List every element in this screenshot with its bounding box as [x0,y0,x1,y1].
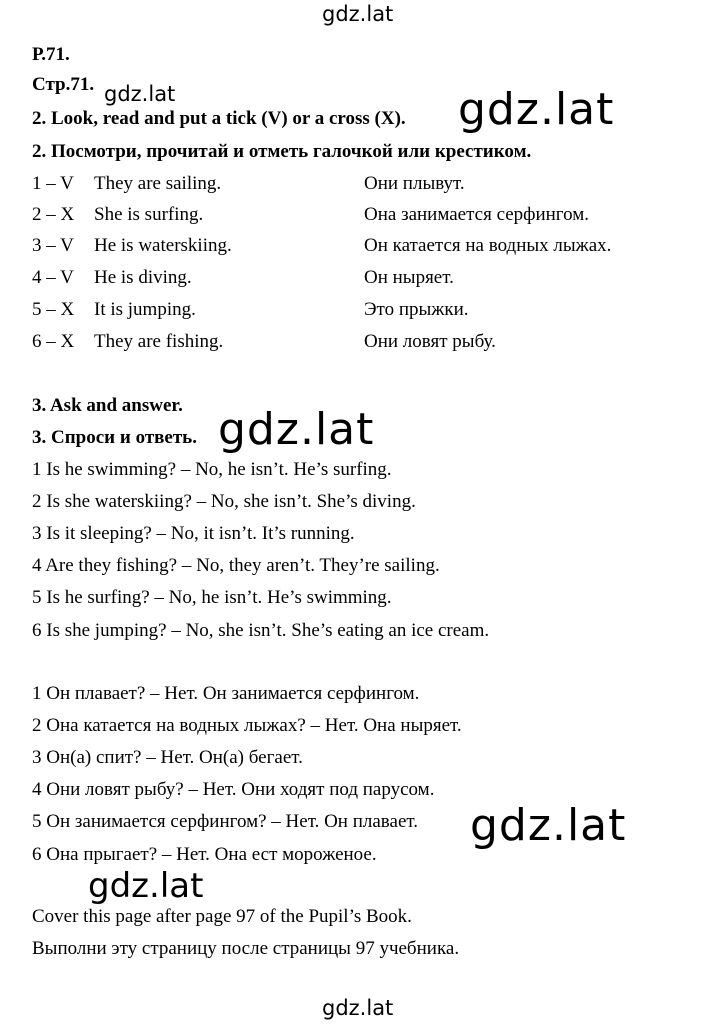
page-label: Р.71. [32,44,70,65]
row-english: He is waterskiing. [94,235,232,256]
answer-ru: 3 Он(а) спит? – Нет. Он(а) бегает. [32,747,303,768]
row-russian: Она занимается серфингом. [364,204,590,225]
row-russian: Они ловят рыбу. [364,331,496,352]
row-mark: 1 – V [32,173,74,194]
answer-ru: 5 Он занимается серфингом? – Нет. Он плавает. [32,811,419,832]
row-mark: 4 – V [32,267,74,288]
row-english: He is diving. [94,267,192,288]
answer-en: 1 Is he swimming? – No, he isn’t. He’s surfing. [32,459,392,480]
row-mark: 3 – V [32,235,74,256]
footer-note-ru: Выполни эту страницу после страницы 97 учебника. [32,938,460,959]
watermark-large-1: gdz.lat [458,84,615,135]
answer-en: 3 Is it sleeping? – No, it isn’t. It’s running. [32,523,355,544]
watermark-top: gdz.lat [322,2,394,26]
answer-en: 4 Are they fishing? – No, they aren’t. They’re sailing. [32,555,440,576]
exercise-2-title-en: 2. Look, read and put a tick (V) or a cross (X). [32,108,406,129]
answer-ru: 6 Она прыгает? – Нет. Она ест мороженое. [32,844,377,865]
row-mark: 6 – X [32,331,75,352]
row-russian: Они плывут. [364,173,465,194]
row-mark: 5 – X [32,299,75,320]
footer-note-en: Cover this page after page 97 of the Pupil’s Book. [32,906,412,927]
watermark-large-2: gdz.lat [218,404,375,455]
row-russian: Он катается на водных лыжах. [364,235,612,256]
answer-en: 2 Is she waterskiing? – No, she isn’t. She’s diving. [32,491,416,512]
answer-ru: 2 Она катается на водных лыжах? – Нет. Она ныряет. [32,715,462,736]
row-mark: 2 – X [32,204,75,225]
answer-en: 6 Is she jumping? – No, she isn’t. She’s eating an ice cream. [32,620,490,641]
exercise-3-title-ru: 3. Спроси и ответь. [32,427,197,448]
answer-ru: 1 Он плавает? – Нет. Он занимается серфингом. [32,683,420,704]
row-english: She is surfing. [94,204,204,225]
row-english: They are fishing. [94,331,224,352]
watermark-header: gdz.lat [104,82,176,106]
row-russian: Это прыжки. [364,299,469,320]
watermark-large-3: gdz.lat [470,800,627,851]
exercise-3-title-en: 3. Ask and answer. [32,395,183,416]
exercise-2-title-ru: 2. Посмотри, прочитай и отметь галочкой или крестиком. [32,141,532,162]
row-russian: Он ныряет. [364,267,454,288]
watermark-mid: gdz.lat [88,866,204,906]
answer-en: 5 Is he surfing? – No, he isn’t. He’s swimming. [32,587,392,608]
row-english: They are sailing. [94,173,222,194]
watermark-bottom: gdz.lat [322,996,394,1020]
page-reference: Стр.71. [32,74,95,95]
row-english: It is jumping. [94,299,196,320]
answer-ru: 4 Они ловят рыбу? – Нет. Они ходят под парусом. [32,779,435,800]
